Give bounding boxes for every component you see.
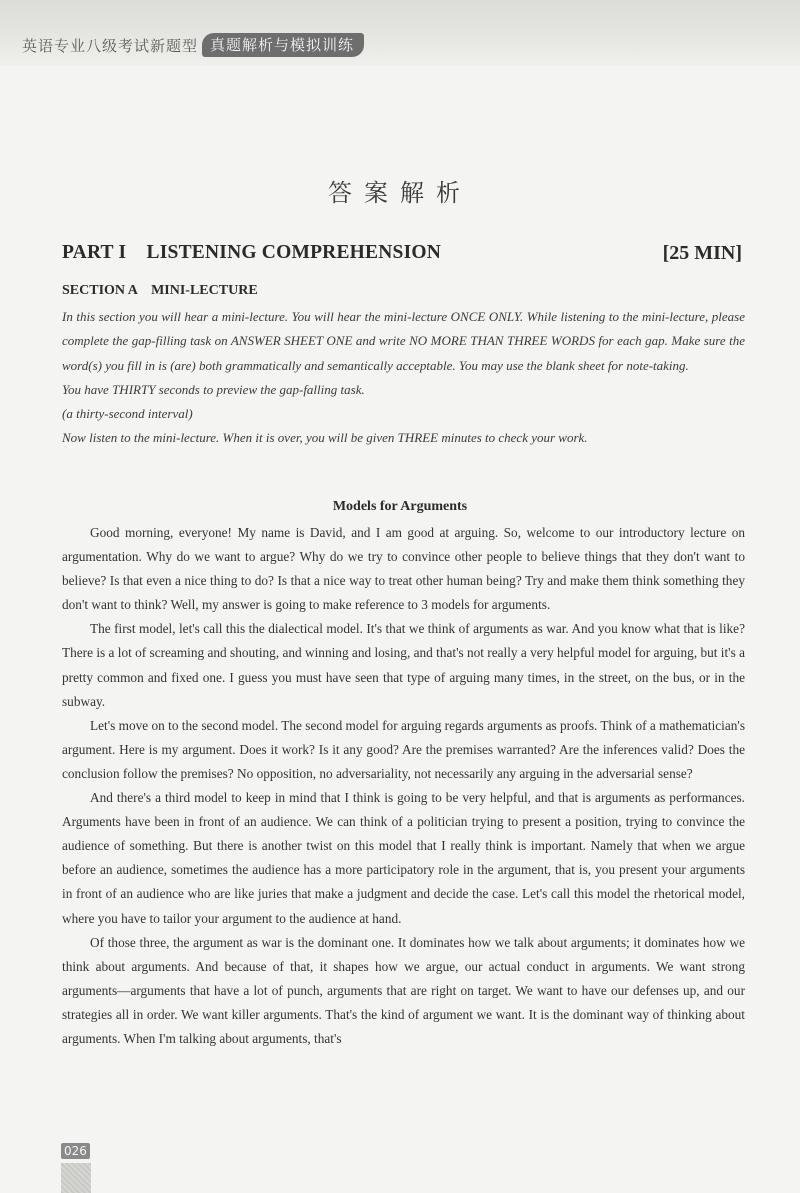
section-title: 答案解析 bbox=[328, 179, 472, 207]
transcript-paragraph: The first model, let's call this the dialectical model. It's that we think of arguments as war. And you know what that is like? There is a lot of screaming and shouting, and winning and losing, and that's not really a very helpful model for arguing, but it's a pretty common and fixed one. I guess you must have seen that type of arguing many times, in the street, on the bus, or in the subway. bbox=[62, 621, 745, 709]
instruction-paragraph: (a thirty-second interval) bbox=[62, 406, 193, 422]
part-time: [25 MIN] bbox=[662, 242, 742, 264]
running-header bbox=[22, 33, 364, 57]
transcript-paragraph: And there's a third model to keep in mind that I think is going to be very helpful, and that is arguments as performances. Arguments have been in front of an audience. We can think of a politician trying to present a position, trying to convince the audience of something. But there is another twist on this model that I really think is important. Namely that when we argue before an audience, sometimes the audience has a more participatory role in the argument, that is, you present your arguments in front of an audience who are like juries that make a judgment and decide the case. Let's call this model the rhetorical model, where you have to tailor your argument to the audience at hand. bbox=[62, 790, 745, 926]
transcript-paragraph: Let's move on to the second model. The second model for arguing regards arguments as proofs. Think of a mathematician's argument. Here is my argument. Does it work? Is it any good? Are the premises warranted? Are the inferences valid? Does the conclusion follow the premises? No opposition, no adversariality, not necessarily any arguing in the adversarial sense? bbox=[62, 717, 745, 781]
book-subtitle: 真题解析与模拟训练 bbox=[202, 33, 364, 57]
section-heading: SECTION A MINI-LECTURE bbox=[62, 283, 258, 298]
instruction-paragraph: You have THIRTY seconds to preview the gap-falling task. bbox=[62, 381, 365, 397]
instruction-paragraph: In this section you will hear a mini-lecture. You will hear the mini-lecture ONCE ONLY. While listening to the mini-lecture, please complete the gap-filling task on ANSWER SHEET ONE and write NO MORE THAN THREE WORDS for each gap. Make sure the word(s) you fill in is (are) both grammatically and semantically acceptable. You may use the blank sheet for note-taking. bbox=[62, 309, 745, 373]
page-number: 026 bbox=[61, 1143, 90, 1159]
instructions bbox=[62, 305, 745, 451]
lecture-title: Models for Arguments bbox=[332, 499, 468, 514]
transcript-paragraph: Good morning, everyone! My name is David, and I am good at arguing. So, welcome to our introductory lecture on argumentation. Why do we want to argue? Why do we try to convince other people to believe things that they don't want to believe? Is that even a nice thing to do? Is that a nice way to treat other human being? Try and make them think something they don't want to think? Well, my answer is going to make reference to 3 models for arguments. bbox=[62, 525, 745, 613]
part-heading: PART I LISTENING COMPREHENSION bbox=[62, 242, 442, 263]
lecture-transcript bbox=[62, 521, 745, 1051]
instruction-paragraph: Now listen to the mini-lecture. When it is over, you will be given THREE minutes to check your work. bbox=[62, 430, 588, 446]
transcript-paragraph: Of those three, the argument as war is the dominant one. It dominates how we talk about arguments; it dominates how we think about arguments. And because of that, it shapes how we argue, our actual conduct in arguments. We want strong arguments—arguments that have a lot of punch, arguments that are right on target. We want to have our defenses up, and our strategies all in order. We want killer arguments. That's the kind of argument we want. It is the dominant way of thinking about arguments. When I'm talking about arguments, that's bbox=[62, 934, 745, 1046]
page-tab-decoration bbox=[61, 1163, 91, 1193]
book-title: 英语专业八级考试新题型 bbox=[22, 36, 199, 55]
